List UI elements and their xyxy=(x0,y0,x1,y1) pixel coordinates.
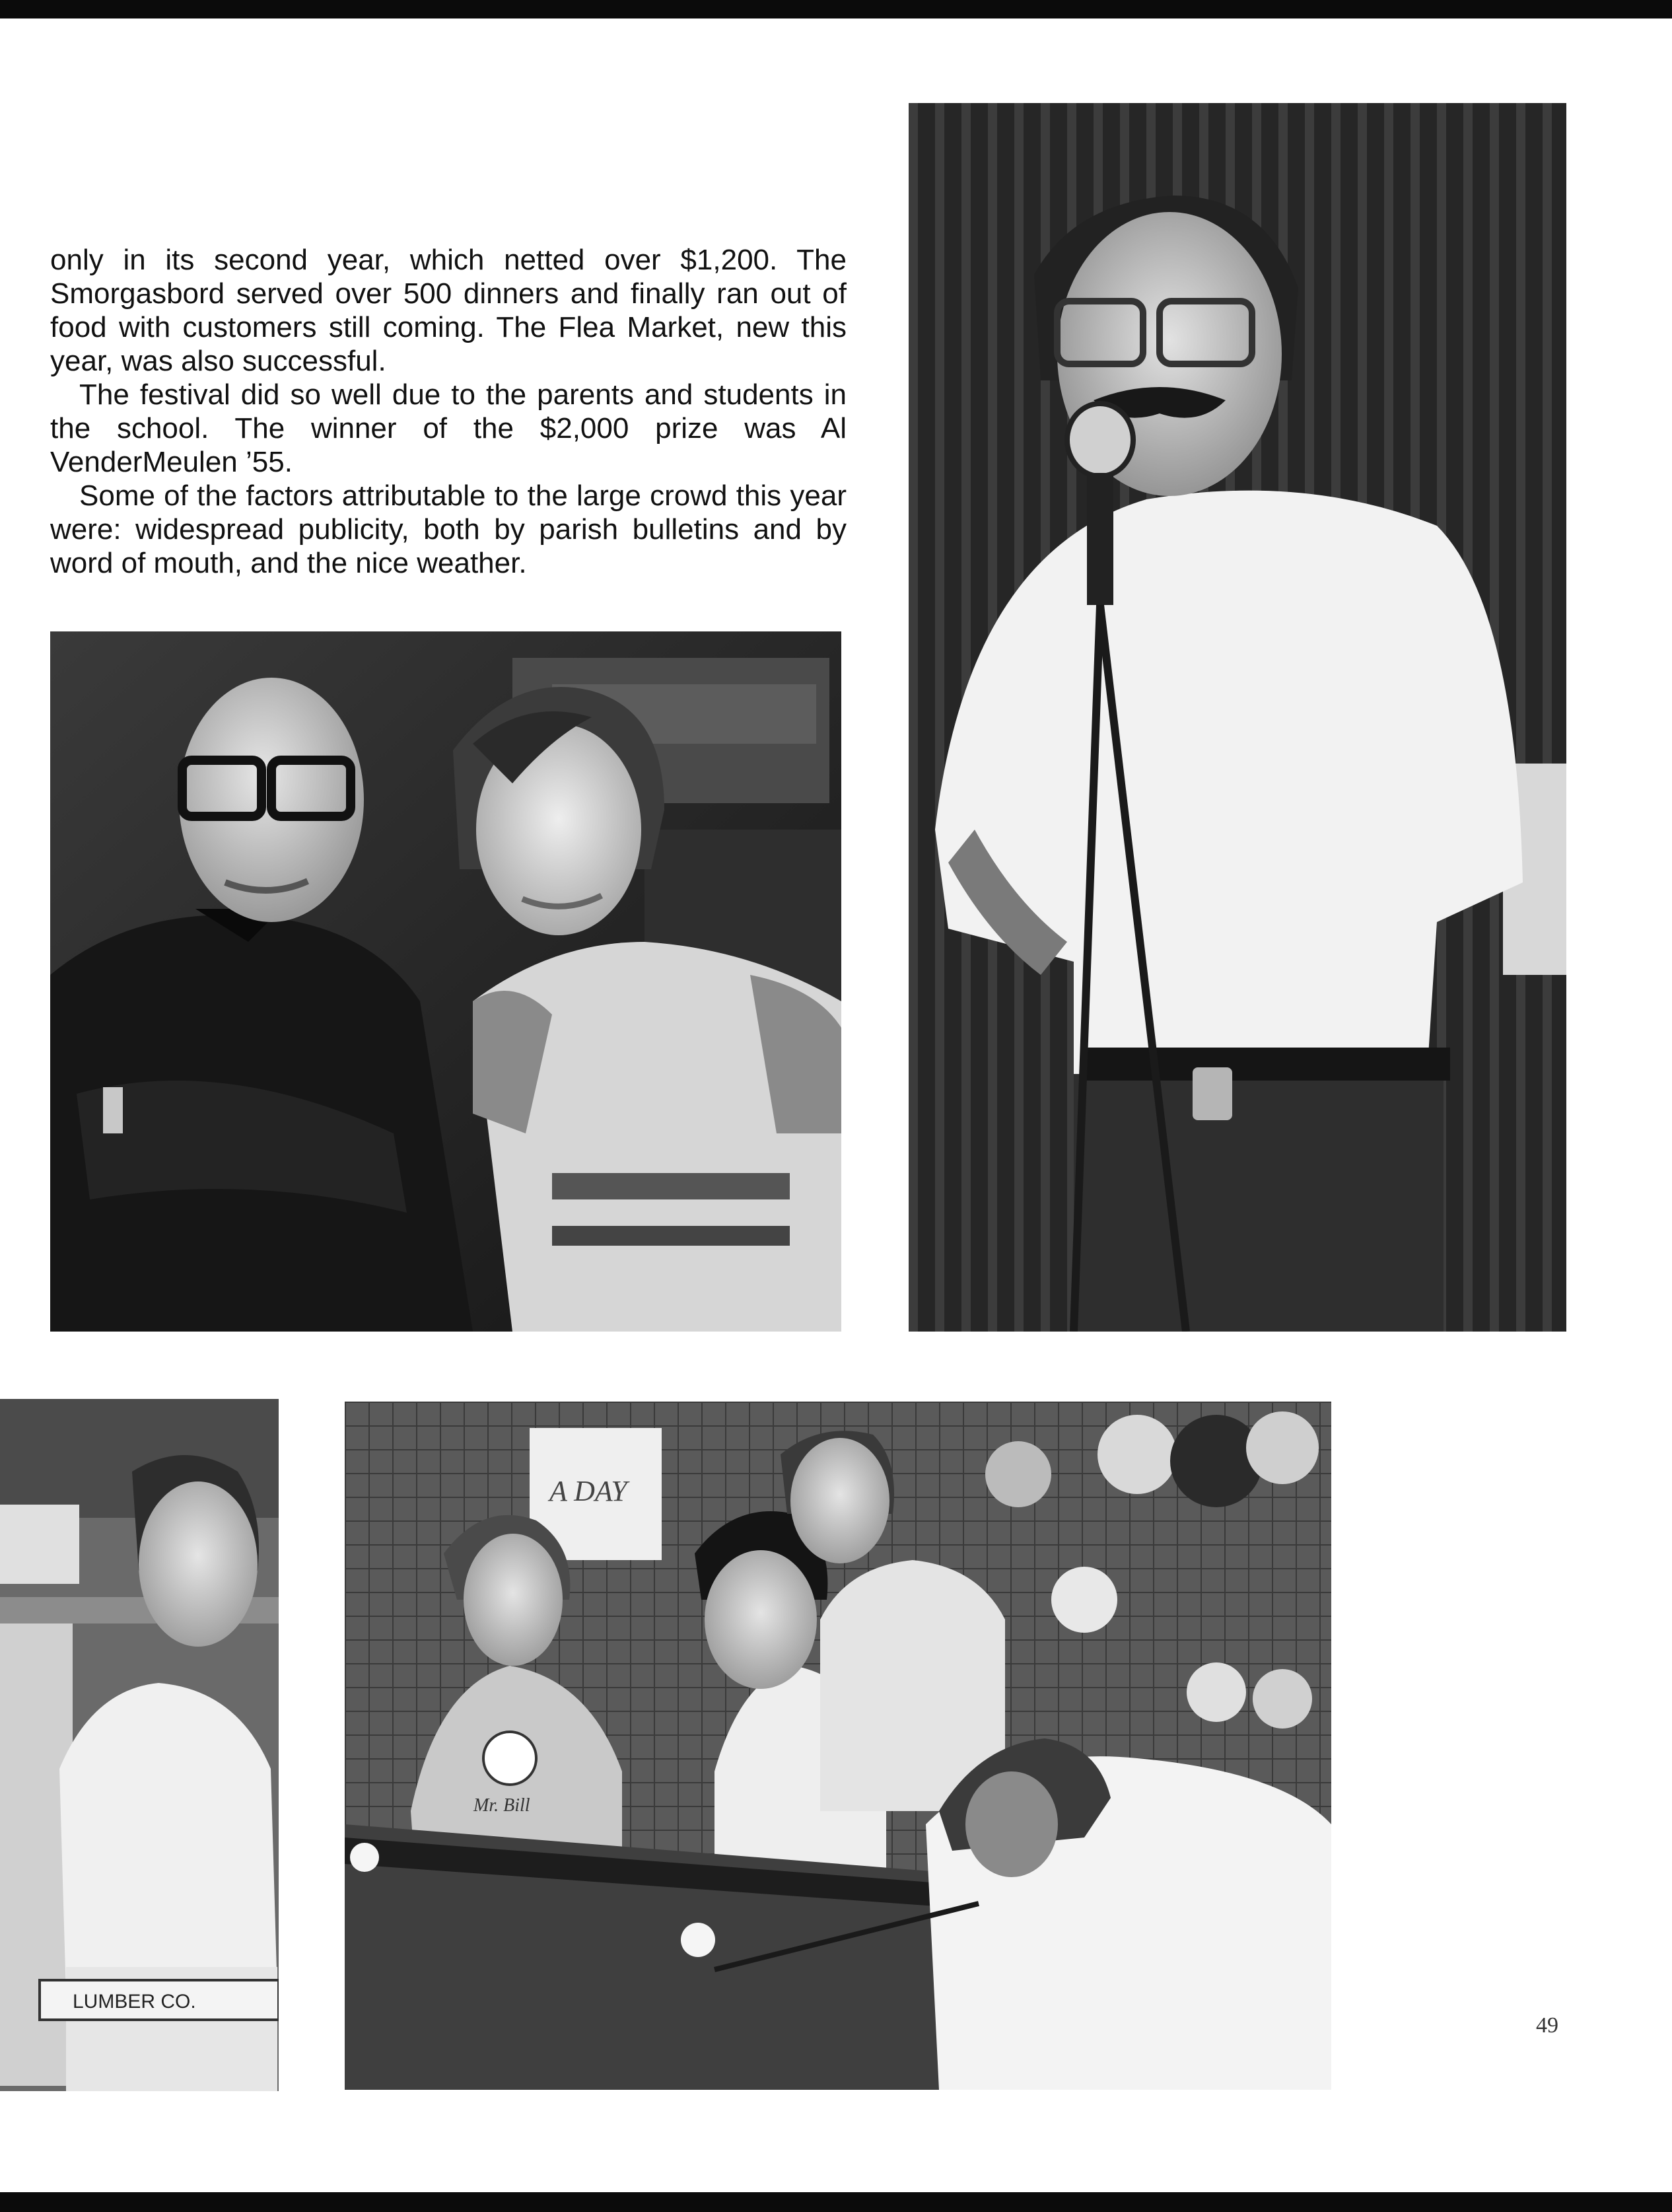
article-paragraph-2: The festival did so well due to the parents and students in the school. The winner of the $2,000 prize was Al VenderMeulen ’55. xyxy=(50,378,847,478)
article-paragraph-1: only in its second year, which netted over $1,200. The Smorgasbord served over 500 dinners and finally ran out of food with customers still coming. The Flea Market, new this year, was also successful. xyxy=(50,244,847,377)
shirt-text: Mr. Bill xyxy=(473,1795,530,1816)
photo-man-at-microphone xyxy=(909,103,1566,1332)
article-text xyxy=(50,243,847,580)
photo-kids-at-pool-game xyxy=(345,1402,1331,2090)
page-bottom-border xyxy=(0,2192,1672,2212)
page-top-border xyxy=(0,0,1672,18)
article-paragraph-3: Some of the factors attributable to the large crowd this year were: widespread publicity, both by parish bulletins and by word of mouth, and the nice weather. xyxy=(50,480,847,579)
photo-priest-and-girl xyxy=(50,631,841,1332)
woman-sign-text: LUMBER CO. xyxy=(73,1991,196,2013)
photo-woman-at-booth xyxy=(0,1399,279,2091)
page-number: 49 xyxy=(1536,2013,1558,2038)
pool-banner-text: A DAY xyxy=(549,1475,627,1507)
